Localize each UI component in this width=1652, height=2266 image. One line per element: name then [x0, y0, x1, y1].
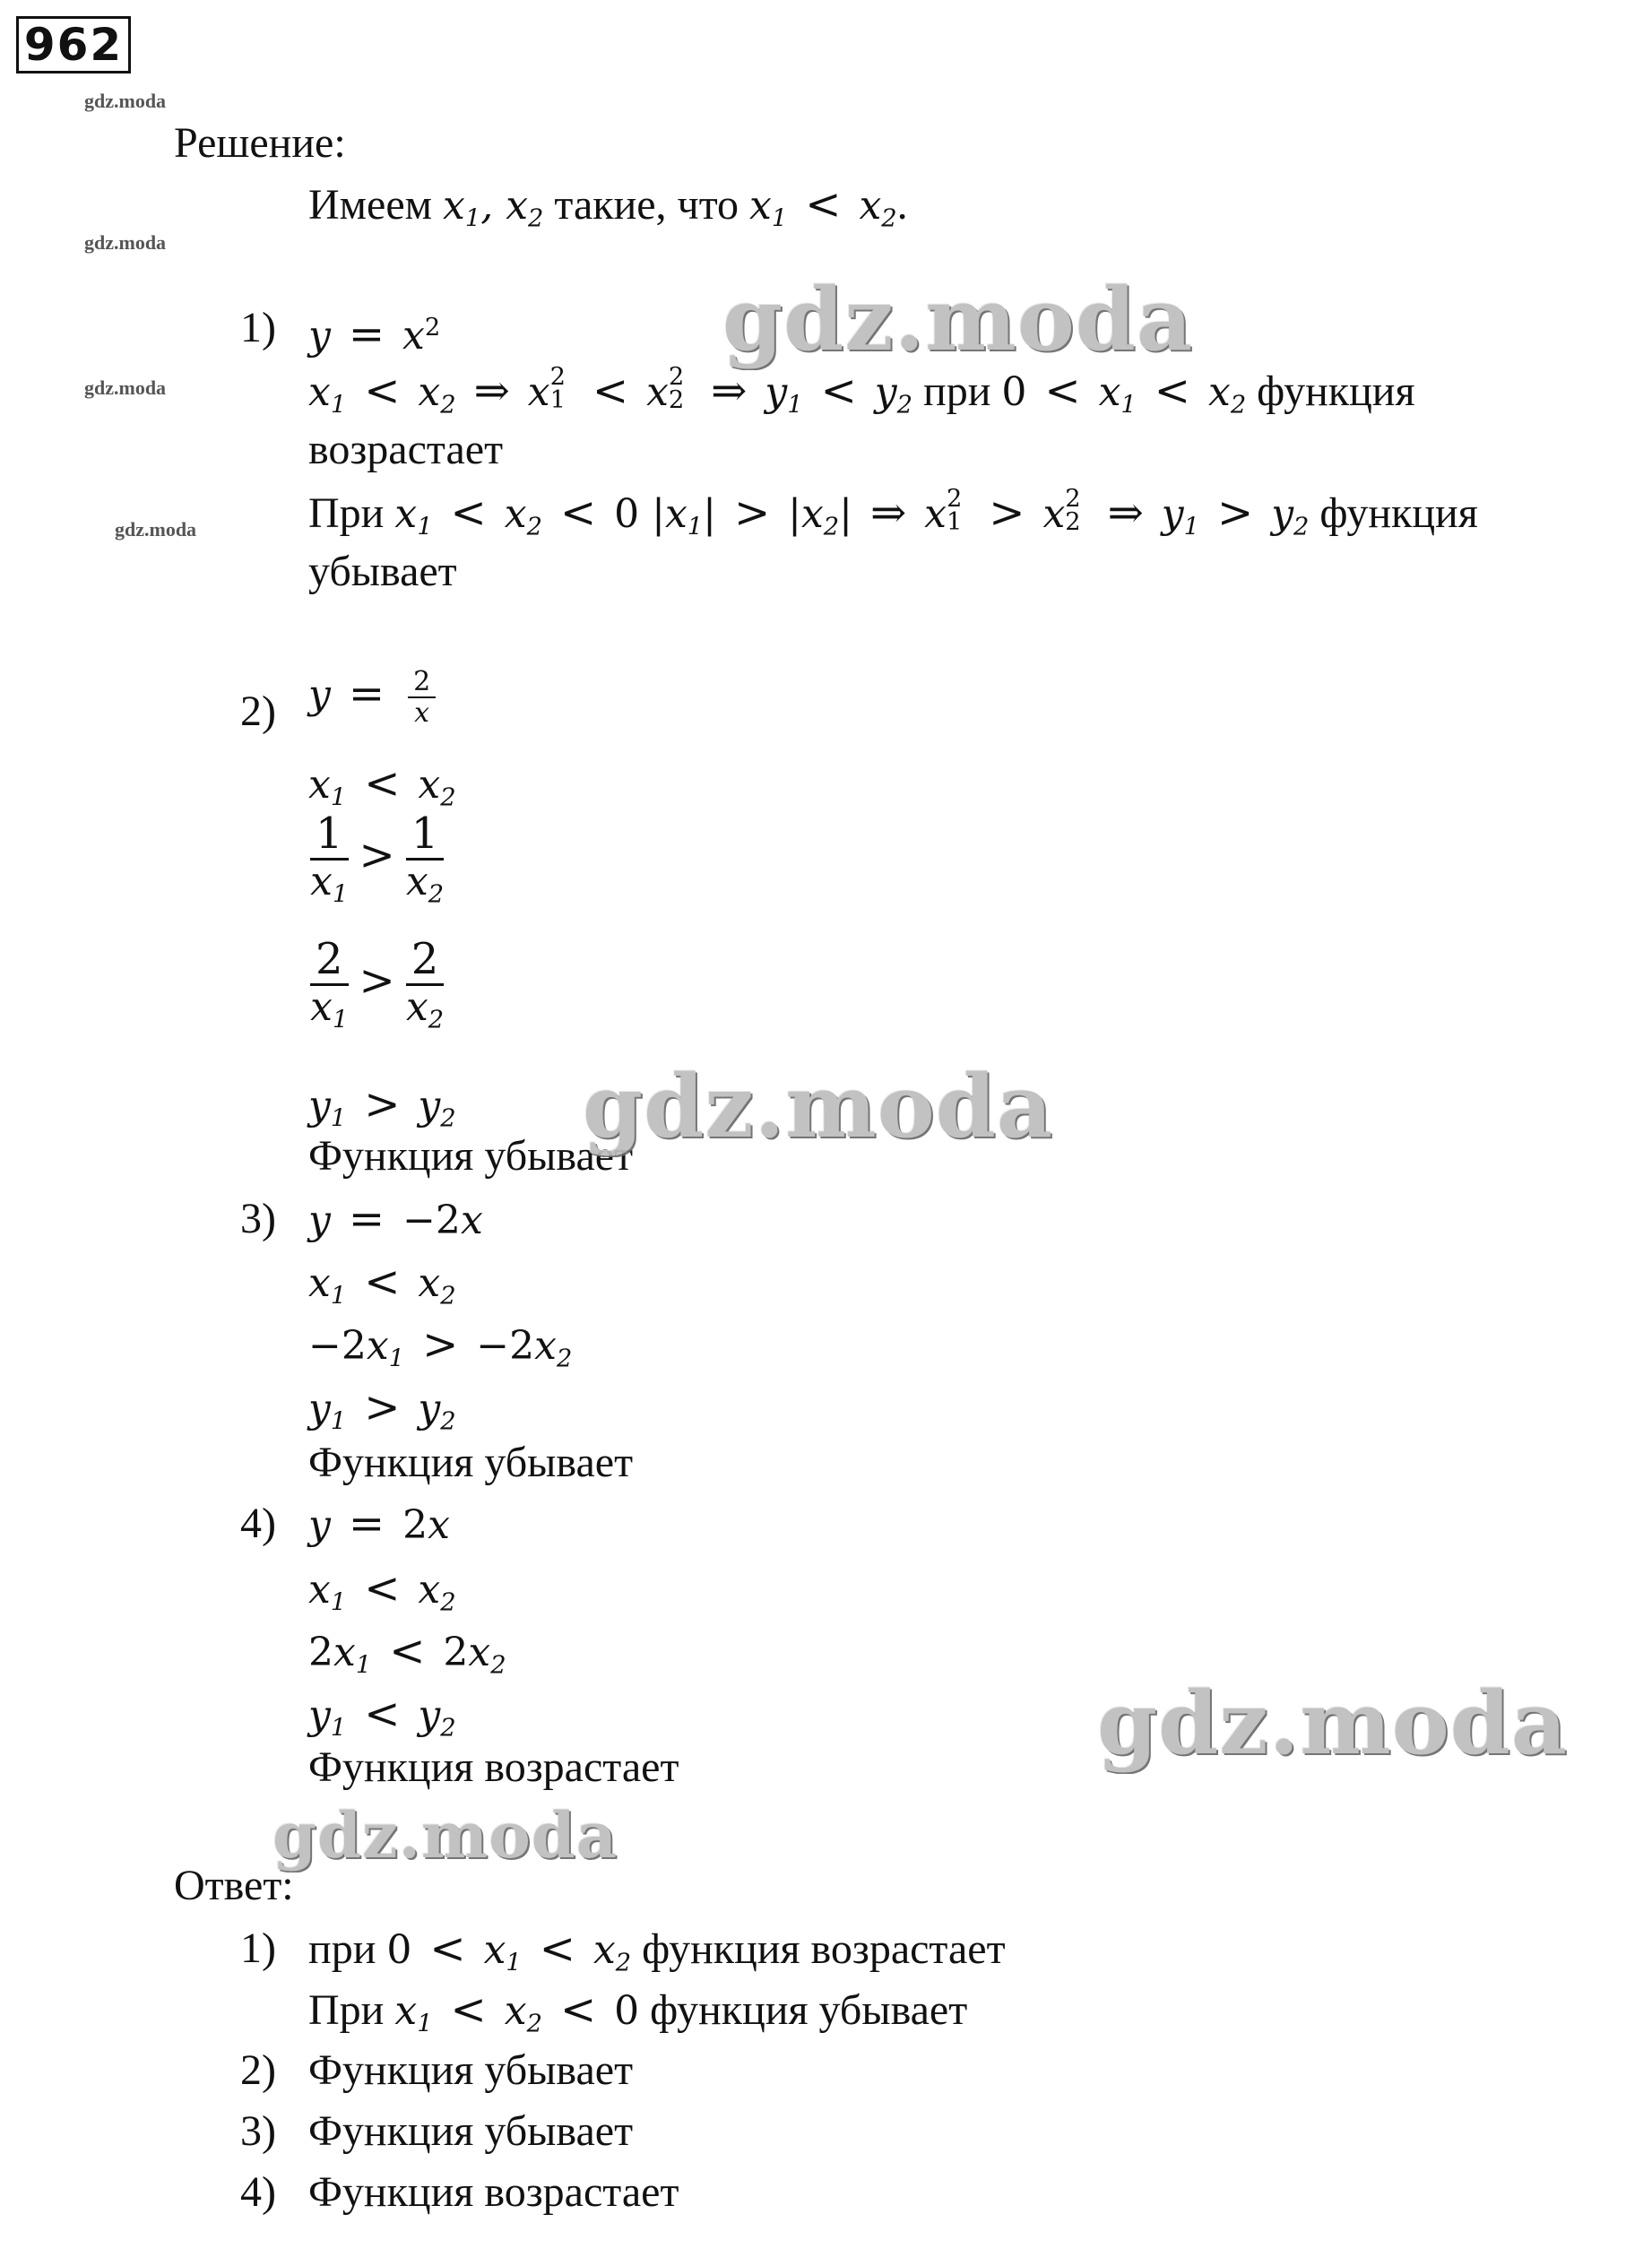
- watermark-small: gdz.moda: [115, 518, 197, 541]
- item-number: 1): [240, 1924, 276, 1972]
- answer1-line2: При $x_1 < x_2 < 0$ функция убывает: [308, 1985, 968, 2038]
- item-number: 3): [240, 2107, 276, 2155]
- item1-line1: $x_1 < x_2$ ⇒ x 2 1 < x 2 2 ⇒ $y_1 < y_2$ при $0 < x_1 < x_2$ функция: [308, 363, 1415, 419]
- item-number: 3): [240, 1195, 276, 1242]
- answer2: Функция убывает: [308, 2046, 634, 2094]
- item3-step1: $x_1 < x_2$: [308, 1257, 456, 1310]
- item1-increases: возрастает: [308, 426, 504, 473]
- item2-conclusion: Функция убывает: [308, 1132, 634, 1180]
- answer1-line1: при $0 < x_1 < x_2$ функция возрастает: [308, 1924, 1006, 1977]
- item3-step3: $y_1 > y_2$: [308, 1382, 456, 1436]
- problem-number-box: 962: [16, 16, 131, 74]
- item3-step2: $-2x_1 > -2x_2$: [308, 1319, 573, 1373]
- equation: $y = x^2$: [308, 309, 441, 359]
- item-number: 2): [240, 688, 276, 735]
- watermark-small: gdz.moda: [84, 90, 167, 112]
- answer-label: Ответ:: [174, 1862, 294, 1909]
- item1-line2: При $x_1 < x_2 < 0$ $|x_1| > |x_2|$ ⇒ x 2 1 > x 2 2 ⇒ $y_1 > y_2$ функция: [308, 485, 1478, 541]
- equation: y = −2x: [308, 1194, 483, 1244]
- answer3: Функция убывает: [308, 2107, 634, 2155]
- item-number: 4): [240, 1500, 276, 1547]
- item4-step3: $y_1 < y_2$: [308, 1689, 456, 1743]
- item4-conclusion: Функция возрастает: [308, 1743, 679, 1791]
- item1-decreases: убывает: [308, 548, 457, 595]
- item2-step4: $y_1 > y_2$: [308, 1079, 456, 1133]
- watermark-large: gdz.moda: [1097, 1673, 1569, 1774]
- item4-step1: $x_1 < x_2$: [308, 1563, 456, 1617]
- item-number: 4): [240, 2168, 276, 2216]
- equation: y = $\frac{2}{x}$: [308, 667, 441, 728]
- equation: y = 2x: [308, 1499, 450, 1549]
- item2-step1: $x_1 < x_2$: [308, 758, 456, 812]
- watermark-small: gdz.moda: [84, 231, 167, 254]
- solution-label: Решение:: [174, 119, 346, 167]
- intro-line: Имеем $x_1$, $x_2$ такие, что $x_1 < x_2$.: [308, 179, 908, 233]
- watermark-large: gdz.moda: [722, 269, 1194, 370]
- answer4: Функция возрастает: [308, 2168, 679, 2216]
- item3-conclusion: Функция убывает: [308, 1439, 634, 1486]
- watermark-large: gdz.moda: [583, 1056, 1054, 1157]
- watermark-large: gdz.moda: [272, 1798, 618, 1872]
- item2-step3: $\frac{2}{x_1}$ > $\frac{2}{x_2}$: [310, 934, 445, 1034]
- watermark-small: gdz.moda: [84, 376, 167, 399]
- item4-step2: $2x_1 < 2x_2$: [308, 1626, 506, 1680]
- item2-step2: $\frac{1}{x_1}$ > $\frac{1}{x_2}$: [310, 809, 445, 909]
- item-number: 1): [240, 304, 276, 351]
- item-number: 2): [240, 2046, 276, 2094]
